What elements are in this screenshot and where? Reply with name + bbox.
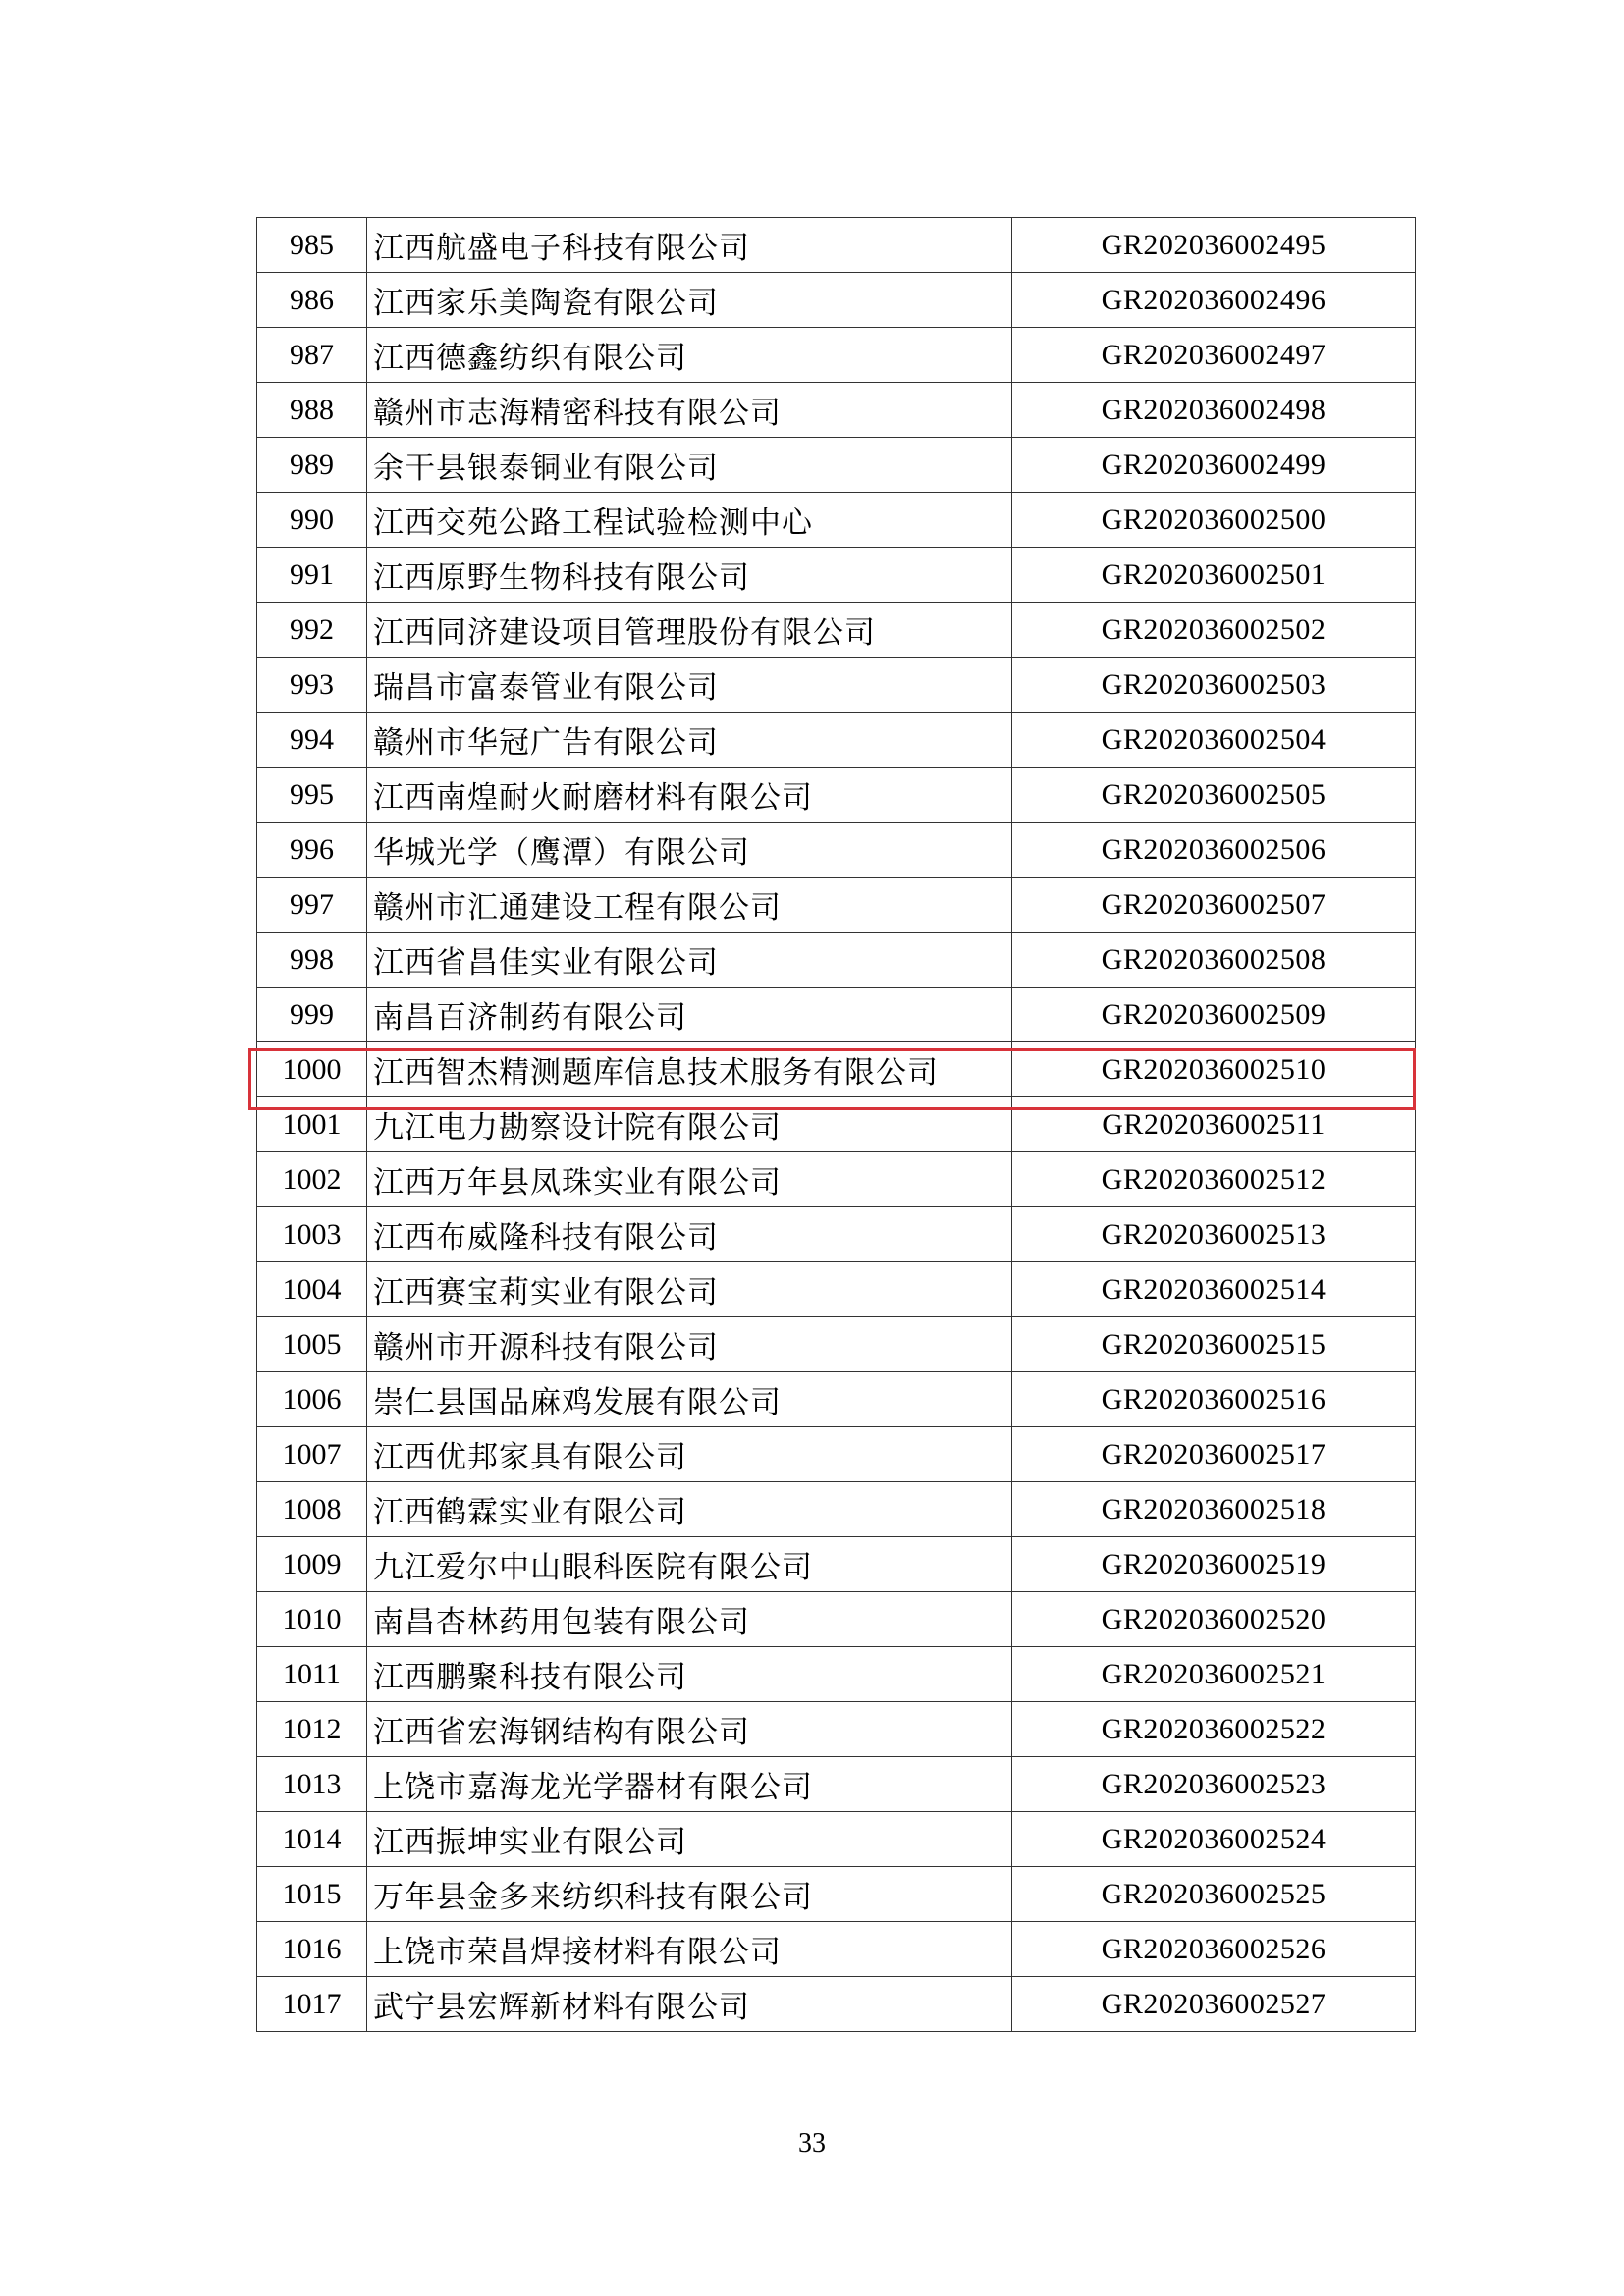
company-name: 赣州市华冠广告有限公司: [367, 713, 1012, 767]
row-number: 990: [257, 493, 367, 547]
company-name: 华城光学（鹰潭）有限公司: [367, 823, 1012, 877]
row-number: 1013: [257, 1757, 367, 1811]
certificate-code: GR202036002504: [1012, 713, 1416, 767]
company-name: 九江电力勘察设计院有限公司: [367, 1097, 1012, 1151]
company-name: 九江爱尔中山眼科医院有限公司: [367, 1537, 1012, 1591]
certificate-code: GR202036002502: [1012, 603, 1416, 657]
row-number: 999: [257, 988, 367, 1041]
row-number: 997: [257, 878, 367, 932]
company-name: 江西航盛电子科技有限公司: [367, 218, 1012, 272]
company-name: 江西家乐美陶瓷有限公司: [367, 273, 1012, 327]
page-number: 33: [798, 2128, 826, 2159]
certificate-code: GR202036002518: [1012, 1482, 1416, 1536]
row-number: 1005: [257, 1317, 367, 1371]
row-number: 1008: [257, 1482, 367, 1536]
company-name: 南昌百济制药有限公司: [367, 988, 1012, 1041]
row-number: 1001: [257, 1097, 367, 1151]
certificate-code: GR202036002512: [1012, 1152, 1416, 1206]
certificate-code: GR202036002516: [1012, 1372, 1416, 1426]
certificate-code: GR202036002496: [1012, 273, 1416, 327]
row-number: 1011: [257, 1647, 367, 1701]
certificate-code: GR202036002521: [1012, 1647, 1416, 1701]
table-row: [257, 658, 1416, 713]
table-row: [257, 328, 1416, 383]
table-row: [257, 1537, 1416, 1592]
table-row: [257, 823, 1416, 878]
company-name: 江西同济建设项目管理股份有限公司: [367, 603, 1012, 657]
table-row: [257, 548, 1416, 603]
company-name: 余干县银泰铜业有限公司: [367, 438, 1012, 492]
row-number: 1014: [257, 1812, 367, 1866]
company-name: 江西鹤霖实业有限公司: [367, 1482, 1012, 1536]
certificate-code: GR202036002510: [1012, 1042, 1416, 1096]
table-row: [257, 933, 1416, 988]
row-number: 1004: [257, 1262, 367, 1316]
table-row: [257, 1592, 1416, 1647]
row-number: 1017: [257, 1977, 367, 2031]
certificate-code: GR202036002498: [1012, 383, 1416, 437]
company-name: 江西优邦家具有限公司: [367, 1427, 1012, 1481]
table-row: [257, 1702, 1416, 1757]
company-name: 江西省昌佳实业有限公司: [367, 933, 1012, 987]
company-name: 武宁县宏辉新材料有限公司: [367, 1977, 1012, 2031]
company-name: 上饶市嘉海龙光学器材有限公司: [367, 1757, 1012, 1811]
company-name: 江西交苑公路工程试验检测中心: [367, 493, 1012, 547]
company-name: 江西德鑫纺织有限公司: [367, 328, 1012, 382]
certificate-code: GR202036002508: [1012, 933, 1416, 987]
table-row: [257, 1977, 1416, 2032]
row-number: 1012: [257, 1702, 367, 1756]
row-number: 1015: [257, 1867, 367, 1921]
row-number: 996: [257, 823, 367, 877]
certificate-code: GR202036002527: [1012, 1977, 1416, 2031]
certificate-code: GR202036002497: [1012, 328, 1416, 382]
row-number: 986: [257, 273, 367, 327]
row-number: 1009: [257, 1537, 367, 1591]
row-number: 991: [257, 548, 367, 602]
table-row: [257, 1757, 1416, 1812]
table-row: [257, 493, 1416, 548]
certificate-code: GR202036002517: [1012, 1427, 1416, 1481]
row-number: 988: [257, 383, 367, 437]
certificate-code: GR202036002506: [1012, 823, 1416, 877]
company-name: 崇仁县国品麻鸡发展有限公司: [367, 1372, 1012, 1426]
table-row: [257, 1867, 1416, 1922]
table-row: [257, 1427, 1416, 1482]
certificate-code: GR202036002515: [1012, 1317, 1416, 1371]
row-number: 1010: [257, 1592, 367, 1646]
table-row: [257, 713, 1416, 768]
table-row: [257, 768, 1416, 823]
table-row: [257, 1152, 1416, 1207]
company-name: 江西南煌耐火耐磨材料有限公司: [367, 768, 1012, 822]
certificate-code: GR202036002505: [1012, 768, 1416, 822]
certificate-code: GR202036002514: [1012, 1262, 1416, 1316]
certificate-code: GR202036002503: [1012, 658, 1416, 712]
row-number: 995: [257, 768, 367, 822]
row-number: 1003: [257, 1207, 367, 1261]
company-name: 瑞昌市富泰管业有限公司: [367, 658, 1012, 712]
certificate-code: GR202036002495: [1012, 218, 1416, 272]
company-name: 江西万年县凤珠实业有限公司: [367, 1152, 1012, 1206]
company-name: 江西振坤实业有限公司: [367, 1812, 1012, 1866]
row-number: 998: [257, 933, 367, 987]
table-row: [257, 273, 1416, 328]
company-name: 江西原野生物科技有限公司: [367, 548, 1012, 602]
row-number: 989: [257, 438, 367, 492]
row-number: 985: [257, 218, 367, 272]
row-number: 994: [257, 713, 367, 767]
table-row: [257, 1482, 1416, 1537]
table-row: [257, 878, 1416, 933]
row-number: 993: [257, 658, 367, 712]
certificate-code: GR202036002511: [1012, 1097, 1416, 1151]
table-row: [257, 1207, 1416, 1262]
row-number: 1002: [257, 1152, 367, 1206]
company-name: 万年县金多来纺织科技有限公司: [367, 1867, 1012, 1921]
table-row: [257, 383, 1416, 438]
row-number: 992: [257, 603, 367, 657]
certificate-code: GR202036002522: [1012, 1702, 1416, 1756]
table-row: [257, 1317, 1416, 1372]
certificate-code: GR202036002513: [1012, 1207, 1416, 1261]
table-row: [257, 1097, 1416, 1152]
company-name: 江西智杰精测题库信息技术服务有限公司: [367, 1042, 1012, 1096]
company-name: 赣州市汇通建设工程有限公司: [367, 878, 1012, 932]
table-row: [257, 218, 1416, 273]
company-name: 江西省宏海钢结构有限公司: [367, 1702, 1012, 1756]
row-number: 1000: [257, 1042, 367, 1096]
company-name: 赣州市开源科技有限公司: [367, 1317, 1012, 1371]
company-name: 赣州市志海精密科技有限公司: [367, 383, 1012, 437]
row-number: 1006: [257, 1372, 367, 1426]
certificate-code: GR202036002519: [1012, 1537, 1416, 1591]
company-name: 上饶市荣昌焊接材料有限公司: [367, 1922, 1012, 1976]
table-row: [257, 1372, 1416, 1427]
table-row: [257, 1042, 1416, 1097]
row-number: 1016: [257, 1922, 367, 1976]
company-table: [256, 217, 1416, 2032]
certificate-code: GR202036002525: [1012, 1867, 1416, 1921]
table-row: [257, 1812, 1416, 1867]
certificate-code: GR202036002507: [1012, 878, 1416, 932]
company-name: 江西赛宝莉实业有限公司: [367, 1262, 1012, 1316]
certificate-code: GR202036002520: [1012, 1592, 1416, 1646]
table-row: [257, 1647, 1416, 1702]
certificate-code: GR202036002526: [1012, 1922, 1416, 1976]
certificate-code: GR202036002499: [1012, 438, 1416, 492]
certificate-code: GR202036002509: [1012, 988, 1416, 1041]
table-row: [257, 988, 1416, 1042]
certificate-code: GR202036002500: [1012, 493, 1416, 547]
certificate-code: GR202036002523: [1012, 1757, 1416, 1811]
row-number: 987: [257, 328, 367, 382]
table-row: [257, 603, 1416, 658]
table-row: [257, 1262, 1416, 1317]
company-name: 南昌杏林药用包装有限公司: [367, 1592, 1012, 1646]
table-row: [257, 438, 1416, 493]
table-row: [257, 1922, 1416, 1977]
company-name: 江西布威隆科技有限公司: [367, 1207, 1012, 1261]
certificate-code: GR202036002524: [1012, 1812, 1416, 1866]
certificate-code: GR202036002501: [1012, 548, 1416, 602]
company-name: 江西鹏聚科技有限公司: [367, 1647, 1012, 1701]
row-number: 1007: [257, 1427, 367, 1481]
